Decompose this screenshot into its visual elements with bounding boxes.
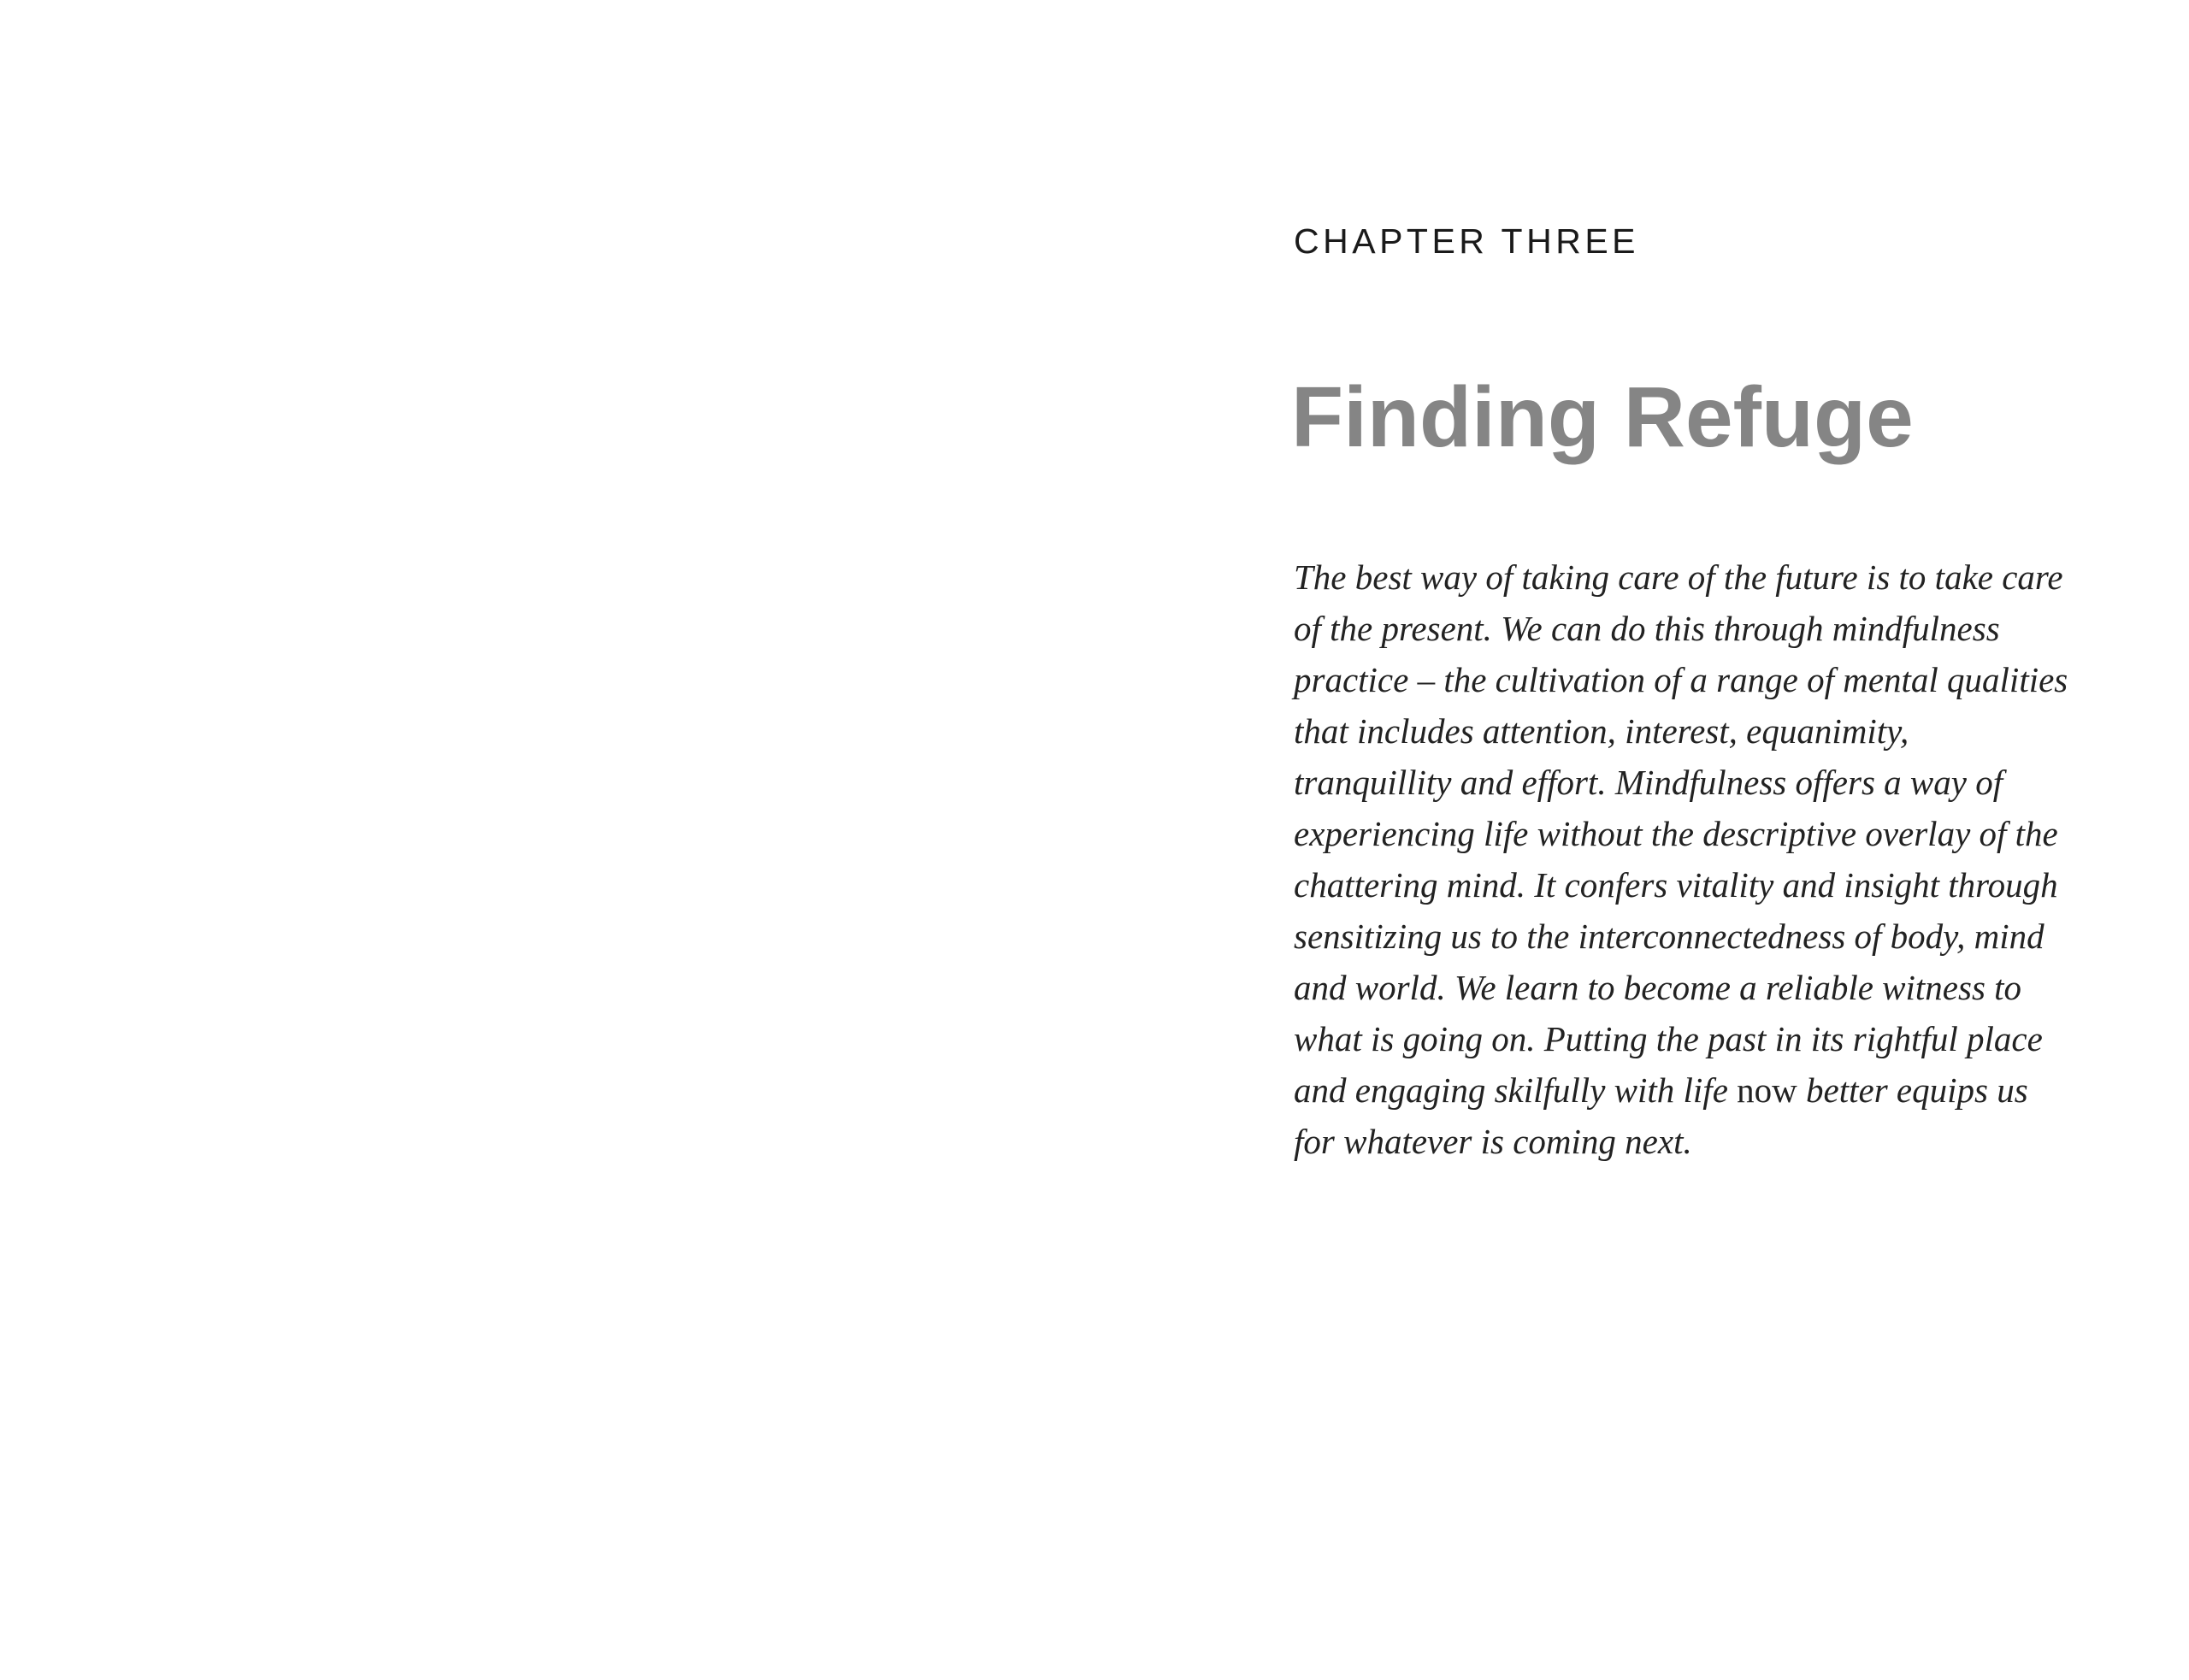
epigraph-line: practice – the cultivation of a range of mental qualities: [1294, 660, 2068, 699]
epigraph-line: The best way of taking care of the future is to take care: [1294, 557, 2063, 597]
epigraph-line: [1294, 1064, 2046, 1116]
epigraph-line: for whatever is coming next.: [1294, 1122, 1692, 1161]
left-page-blank: [0, 0, 1094, 1680]
epigraph-line: experiencing life without the descriptive overlay of the: [1294, 814, 2058, 853]
epigraph-line: sensitizing us to the interconnectedness of body, mind: [1294, 917, 2044, 956]
epigraph-line: tranquillity and effort. Mindfulness offers a way of: [1294, 763, 2003, 802]
epigraph-line: of the present. We can do this through mindfulness: [1294, 609, 2000, 648]
chapter-epigraph: [1294, 551, 2068, 1167]
epigraph-emphasis-now: now: [1737, 1070, 1797, 1110]
epigraph-line: that includes attention, interest, equanimity,: [1294, 711, 1909, 751]
epigraph-line: what is going on. Putting the past in its rightful place: [1294, 1019, 2043, 1058]
epigraph-line: and world. We learn to become a reliable witness to: [1294, 968, 2022, 1007]
epigraph-line-end: better equips us: [1797, 1070, 2028, 1110]
chapter-title: Finding Refuge: [1291, 369, 1914, 465]
epigraph-line: chattering mind. It confers vitality and insight through: [1294, 865, 2058, 905]
epigraph-line-start: and engaging skilfully with life: [1294, 1070, 1738, 1110]
chapter-number-label: CHAPTER THREE: [1294, 221, 1640, 261]
right-page: [1094, 0, 2189, 1680]
